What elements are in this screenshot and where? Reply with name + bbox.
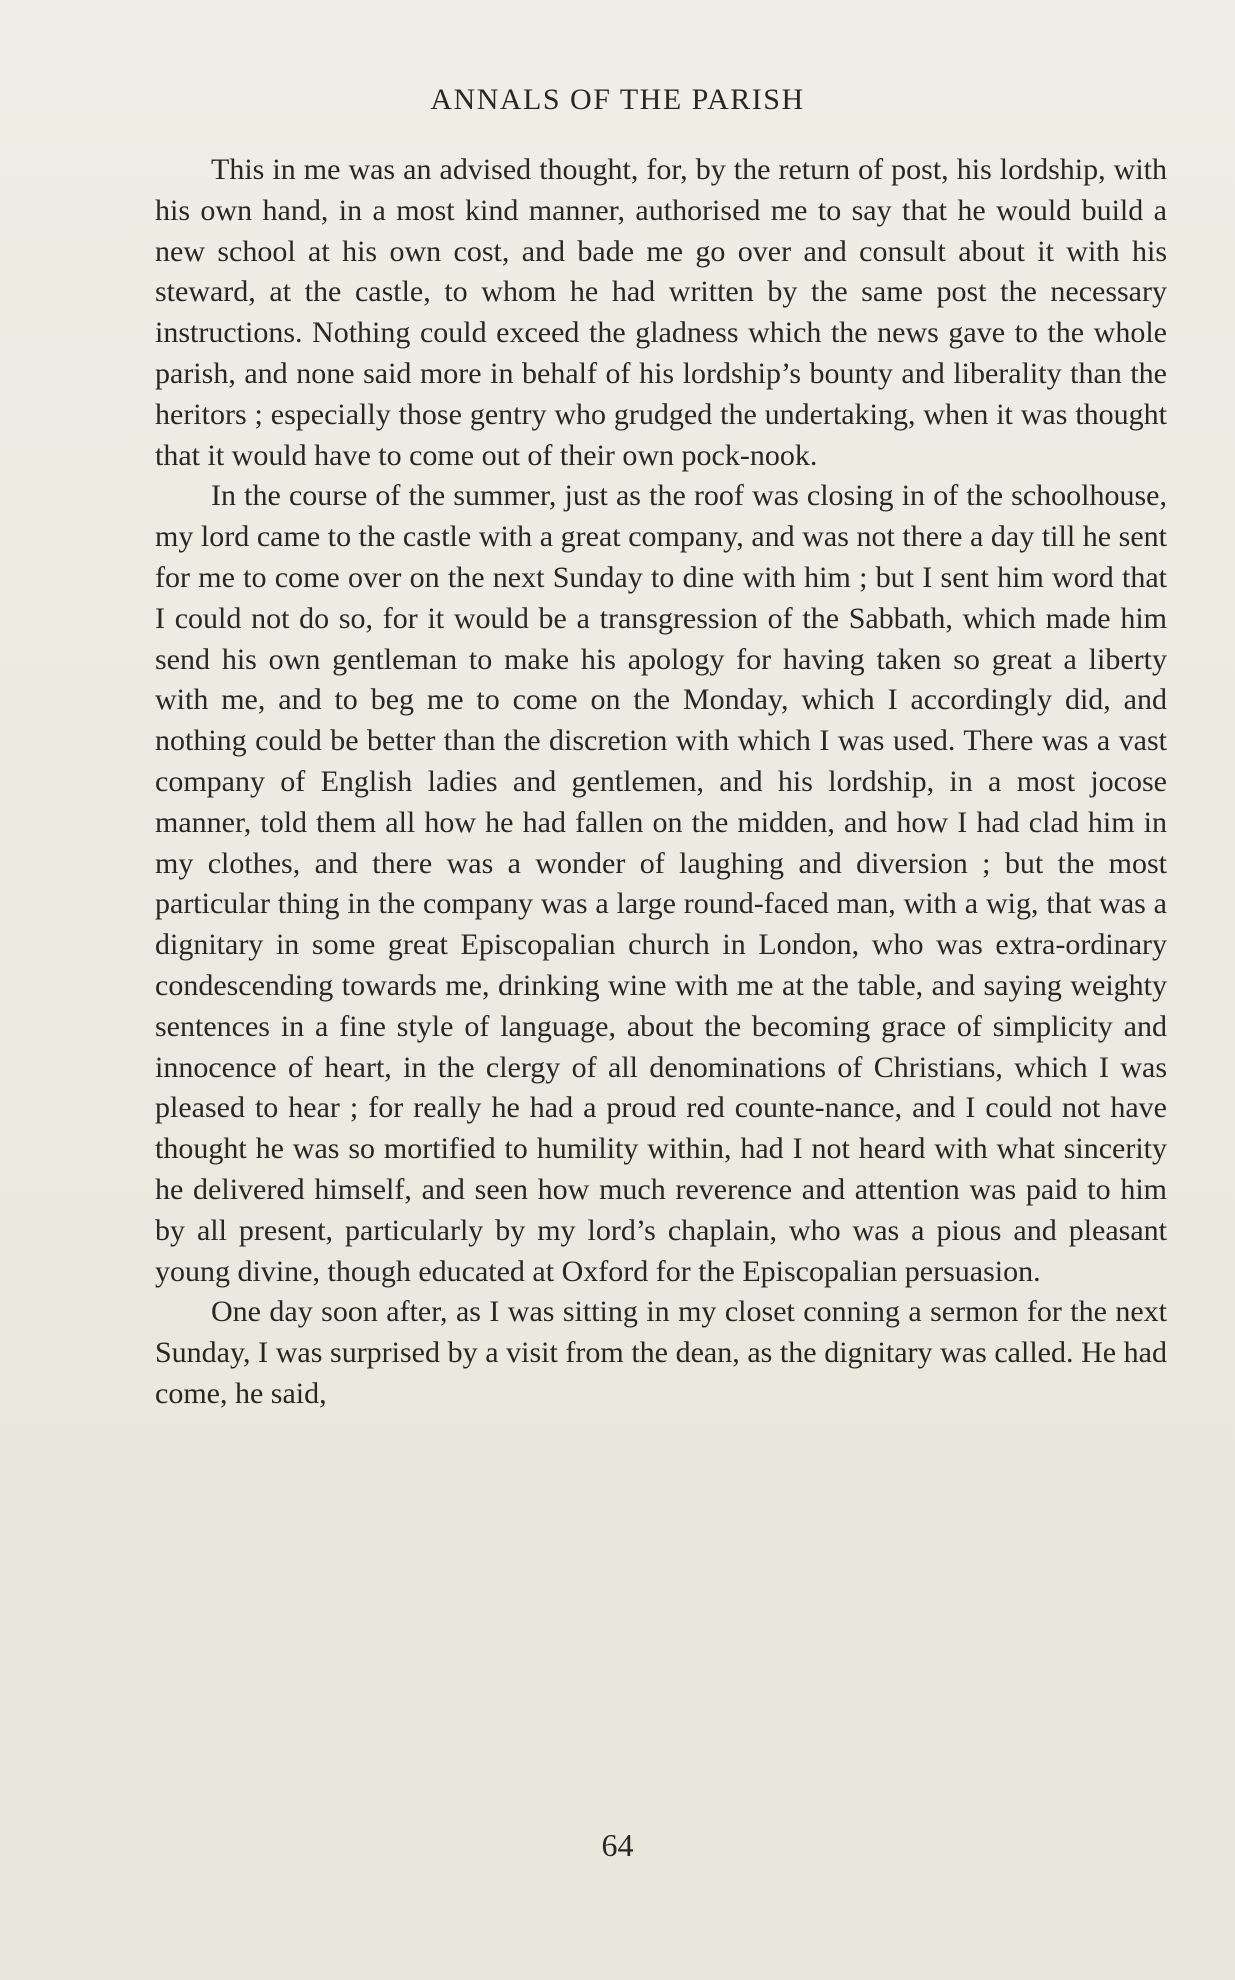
paragraph: This in me was an advised thought, for, by the return of post, his lordship, with his own hand, in a most kind manner, authorised me to say that he would build a new school at his own cost, and bade me go over and consult about it with his steward, at the castle, to whom he had written by the same post the necessary instructions. Nothing could exceed the gladness which the news gave to the whole parish, and none said more in behalf of his lordship’s bounty and liberality than the heritors ; especially those gentry who grudged the undertaking, when it was thought that it would have to come out of their own pock-nook.: [155, 153, 1167, 472]
paragraph: In the course of the summer, just as the roof was closing in of the schoolhouse, my lord came to the castle with a great company, and was not there a day till he sent for me to come over on the next Sunday to dine with him ; but I sent him word that I could not do so, for it would be a transgression of the Sabbath, which made him send his own gentleman to make his apology for having taken so great a liberty with me, and to beg me to come on the Monday, which I accordingly did, and nothing could be better than the discretion with which I was used. There was a vast company of English ladies and gentlemen, and his lordship, in a most jocose manner, told them all how he had fallen on the midden, and how I had clad him in my clothes, and there was a wonder of laughing and diversion ; but the most particular thing in the company was a large round-faced man, with a wig, that was a dignitary in some great Episcopalian church in London, who was extra-ordinary condescending towards me, drinking wine with me at the table, and saying weighty sentences in a fine style of language, about the becoming grace of simplicity and innocence of heart, in the clergy of all denominations of Christians, which I was pleased to hear ; for really he had a proud red counte-nance, and I could not have thought he was so mortified to humility within, had I not heard with what sincerity he delivered himself, and seen how much reverence and attention was paid to him by all present, particularly by my lord’s chaplain, who was a pious and pleasant young divine, though educated at Oxford for the Episcopalian persuasion.: [155, 479, 1167, 1288]
paragraph: One day soon after, as I was sitting in my closet conning a sermon for the next Sunday, I was surprised by a visit from the dean, as the dignitary was called. He had come, he said,: [155, 1295, 1167, 1410]
page-number: 64: [601, 1827, 634, 1863]
body-text: [155, 150, 1167, 1415]
running-head: ANNALS OF THE PARISH: [430, 83, 805, 116]
